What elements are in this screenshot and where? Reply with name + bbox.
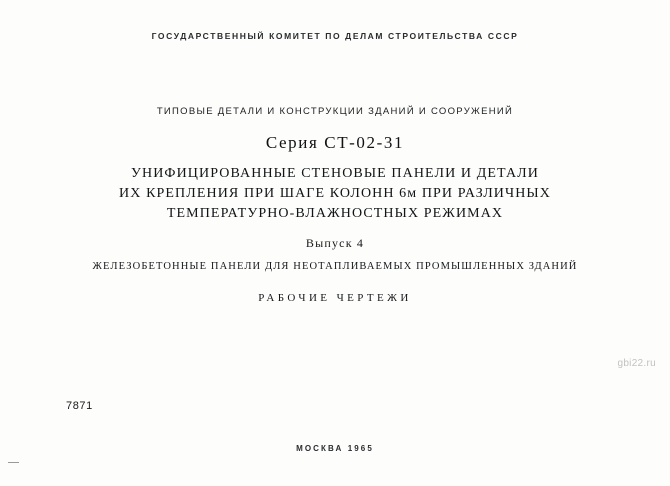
page-title-line-1: УНИФИЦИРОВАННЫЕ СТЕНОВЫЕ ПАНЕЛИ И ДЕТАЛИ: [131, 166, 539, 181]
page-title-line-2: ИХ КРЕПЛЕНИЯ ПРИ ШАГЕ КОЛОНН 6м ПРИ РАЗЛИЧНЫХ: [119, 186, 551, 201]
issuing-organization: ГОСУДАРСТВЕННЫЙ КОМИТЕТ ПО ДЕЛАМ СТРОИТЕЛЬСТВА СССР: [151, 31, 519, 41]
watermark: gbi22.ru: [617, 358, 656, 369]
subject-description: ЖЕЛЕЗОБЕТОННЫЕ ПАНЕЛИ ДЛЯ НЕОТАПЛИВАЕМЫХ ПРОМЫШЛЕННЫХ ЗДАНИЙ: [92, 261, 578, 272]
series-designation: Серия СТ-02-31: [265, 133, 405, 152]
page-title-line-3: ТЕМПЕРАТУРНО-ВЛАЖНОСТНЫХ РЕЖИМАХ: [166, 206, 504, 221]
page-edge-mark: [8, 462, 19, 463]
working-drawings-label: РАБОЧИЕ ЧЕРТЕЖИ: [258, 292, 412, 304]
document-number: 7871: [66, 400, 93, 412]
document-subtitle: ТИПОВЫЕ ДЕТАЛИ И КОНСТРУКЦИИ ЗДАНИЙ И СООРУЖЕНИЙ: [156, 106, 514, 117]
issue-number: Выпуск 4: [305, 236, 365, 250]
imprint: МОСКВА 1965: [296, 444, 374, 453]
